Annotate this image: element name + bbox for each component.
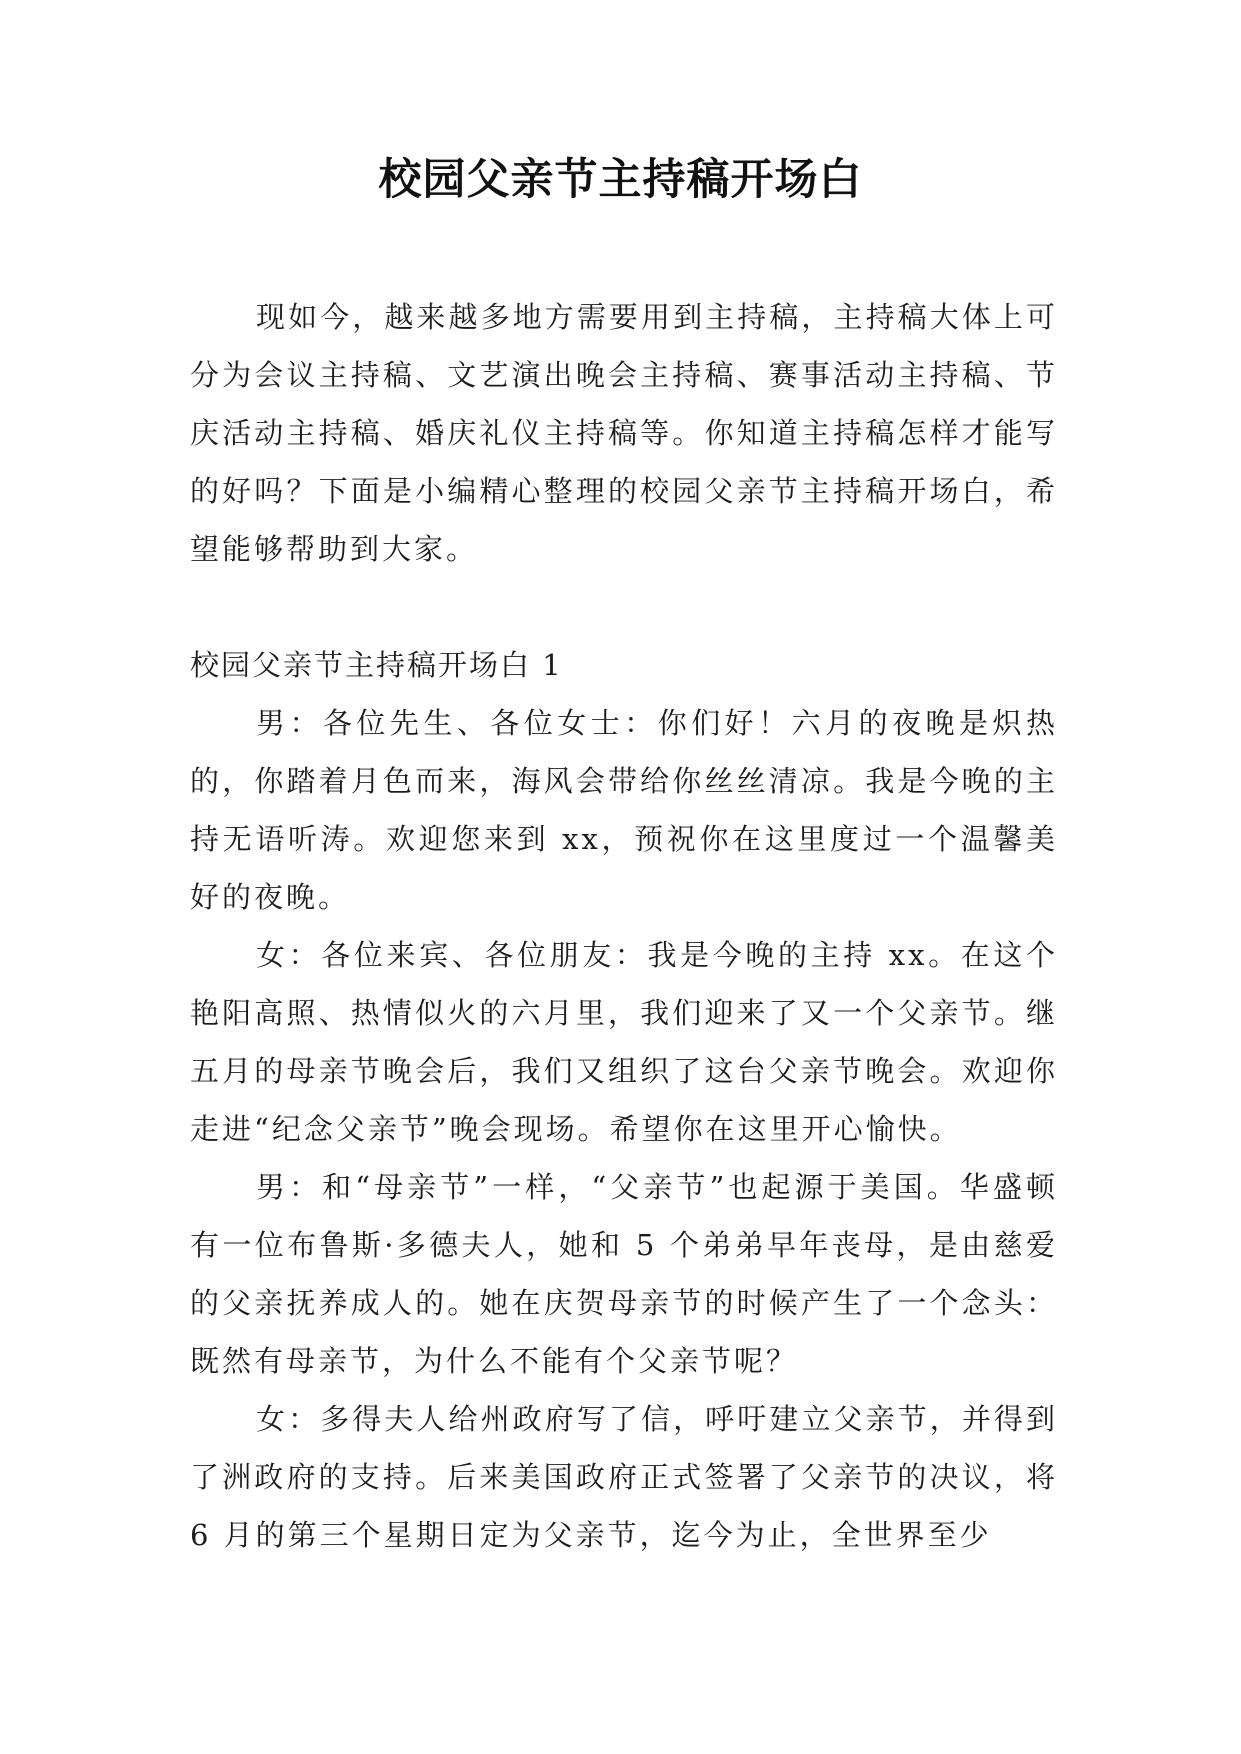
section-heading: 校园父亲节主持稿开场白 1 <box>190 648 563 682</box>
dialogue-paragraph: 男：和“母亲节”一样，“父亲节”也起源于美国。华盛顿有一位布鲁斯·多德夫人，她和 5 个弟弟早年丧母，是由慈爱的父亲抚养成人的。她在庆贺母亲节的时候产生了一个念头：既然有母亲节，为什么不能有个父亲节呢？ <box>190 1170 1058 1378</box>
intro-paragraph: 现如今，越来越多地方需要用到主持稿，主持稿大体上可分为会议主持稿、文艺演出晚会主持稿、赛事活动主持稿、节庆活动主持稿、婚庆礼仪主持稿等。你知道主持稿怎样才能写的好吗？下面是小编精心整理的校园父亲节主持稿开场白，希望能够帮助到大家。 <box>190 300 1058 566</box>
document-title: 校园父亲节主持稿开场白 <box>378 155 863 205</box>
dialogue-paragraph: 男：各位先生、各位女士：你们好！六月的夜晚是炽热的，你踏着月色而来，海风会带给你丝丝清凉。我是今晚的主持无语听涛。欢迎您来到 xx，预祝你在这里度过一个温馨美好的夜晚。 <box>190 706 1058 914</box>
dialogue-paragraph: 女：多得夫人给州政府写了信，呼吁建立父亲节，并得到了洲政府的支持。后来美国政府正式签署了父亲节的决议，将 6 月的第三个星期日定为父亲节，迄今为止，全世界至少 <box>190 1402 1058 1552</box>
document-body <box>190 288 1058 1564</box>
dialogue-paragraph: 女：各位来宾、各位朋友：我是今晚的主持 xx。在这个艳阳高照、热情似火的六月里，我们迎来了又一个父亲节。继五月的母亲节晚会后，我们又组织了这台父亲节晚会。欢迎你走进“纪念父亲节”晚会现场。希望你在这里开心愉快。 <box>190 938 1058 1146</box>
